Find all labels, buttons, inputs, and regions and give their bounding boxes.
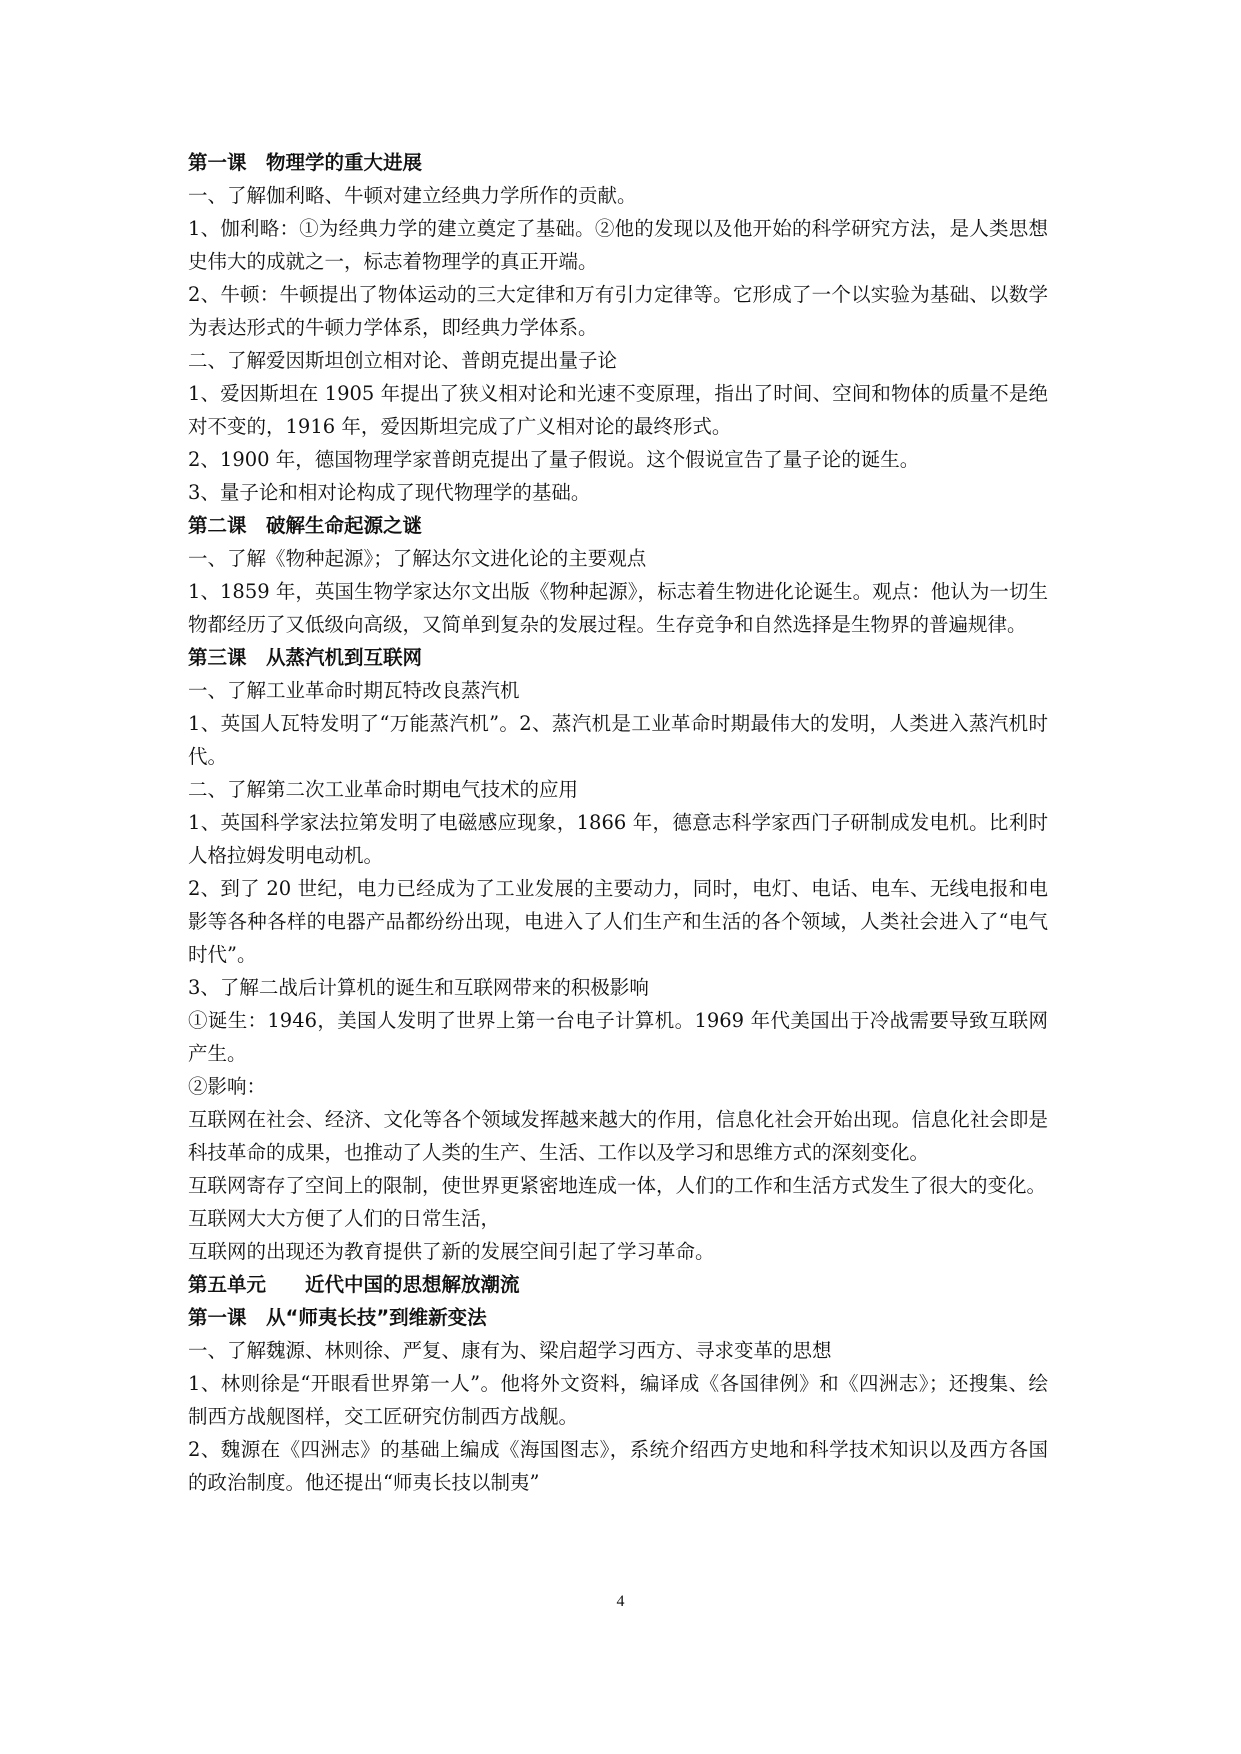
- unit5-title: 第五单元 近代中国的思想解放潮流: [188, 1273, 520, 1296]
- l1-foundation: 3、量子论和相对论构成了现代物理学的基础。: [188, 481, 591, 504]
- page-number: 4: [616, 1593, 625, 1610]
- l3-birth: ①诞生：1946，美国人发明了世界上第一台电子计算机。1969 年代美国出于冷战需要导致互联网产生。: [188, 1009, 1048, 1065]
- l3-point2: 二、了解第二次工业革命时期电气技术的应用: [188, 778, 579, 801]
- l1-newton: 2、牛顿：牛顿提出了物体运动的三大定律和万有引力定律等。它形成了一个以实验为基础、以数学为表达形式的牛顿力学体系，即经典力学体系。: [188, 283, 1048, 339]
- u5-lesson1-title: 第一课 从“师夷长技”到维新变法: [188, 1306, 487, 1329]
- l1-point2: 二、了解爱因斯坦创立相对论、普朗克提出量子论: [188, 349, 618, 372]
- l3-impact4: 互联网的出现还为教育提供了新的发展空间引起了学习革命。: [188, 1240, 715, 1263]
- u5-lin: 1、林则徐是“开眼看世界第一人”。他将外文资料，编译成《各国律例》和《四洲志》；还搜集、绘制西方战舰图样，交工匠研究仿制西方战舰。: [188, 1372, 1048, 1428]
- l3-impact1: 互联网在社会、经济、文化等各个领域发挥越来越大的作用，信息化社会开始出现。信息化社会即是科技革命的成果，也推动了人类的生产、生活、工作以及学习和思维方式的深刻变化。: [188, 1108, 1048, 1164]
- l3-impact-label: ②影响：: [188, 1075, 267, 1098]
- lesson1-title: 第一课 物理学的重大进展: [188, 151, 423, 174]
- l3-watt: 1、英国人瓦特发明了“万能蒸汽机”。2、蒸汽机是工业革命时期最伟大的发明，人类进入蒸汽机时代。: [188, 712, 1048, 768]
- u5-point1: 一、了解魏源、林则徐、严复、康有为、梁启超学习西方、寻求变革的思想: [188, 1339, 832, 1362]
- l3-electric-age: 2、到了 20 世纪，电力已经成为了工业发展的主要动力，同时，电灯、电话、电车、无线电报和电影等各种各样的电器产品都纷纷出现，电进入了人们生产和生活的各个领域，人类社会进入了“电气时代”。: [188, 877, 1048, 966]
- u5-wei: 2、魏源在《四洲志》的基础上编成《海国图志》，系统介绍西方史地和科学技术知识以及西方各国的政治制度。他还提出“师夷长技以制夷”: [188, 1438, 1048, 1494]
- l1-galileo: 1、伽利略：①为经典力学的建立奠定了基础。②他的发现以及他开始的科学研究方法，是人类思想史伟大的成就之一，标志着物理学的真正开端。: [188, 217, 1048, 273]
- document-body: [188, 146, 1048, 1499]
- l1-einstein: 1、爱因斯坦在 1905 年提出了狭义相对论和光速不变原理，指出了时间、空间和物体的质量不是绝对不变的，1916 年，爱因斯坦完成了广义相对论的最终形式。: [188, 382, 1048, 438]
- l1-planck: 2、1900 年，德国物理学家普朗克提出了量子假说。这个假说宣告了量子论的诞生。: [188, 448, 920, 471]
- l3-point1: 一、了解工业革命时期瓦特改良蒸汽机: [188, 679, 520, 702]
- lesson3-title: 第三课 从蒸汽机到互联网: [188, 646, 423, 669]
- l2-point1: 一、了解《物种起源》；了解达尔文进化论的主要观点: [188, 547, 647, 570]
- l3-impact3: 互联网大大方便了人们的日常生活，: [188, 1207, 501, 1230]
- l1-point1: 一、了解伽利略、牛顿对建立经典力学所作的贡献。: [188, 184, 637, 207]
- l3-point3: 3、了解二战后计算机的诞生和互联网带来的积极影响: [188, 976, 649, 999]
- lesson2-title: 第二课 破解生命起源之谜: [188, 514, 423, 537]
- l2-darwin: 1、1859 年，英国生物学家达尔文出版《物种起源》，标志着生物进化论诞生。观点：他认为一切生物都经历了又低级向高级，又简单到复杂的发展过程。生存竞争和自然选择是生物界的普遍规律。: [188, 580, 1048, 636]
- l3-impact2: 互联网寄存了空间上的限制，使世界更紧密地连成一体，人们的工作和生活方式发生了很大的变化。: [188, 1174, 1047, 1197]
- l3-faraday: 1、英国科学家法拉第发明了电磁感应现象，1866 年，德意志科学家西门子研制成发电机。比利时人格拉姆发明电动机。: [188, 811, 1048, 867]
